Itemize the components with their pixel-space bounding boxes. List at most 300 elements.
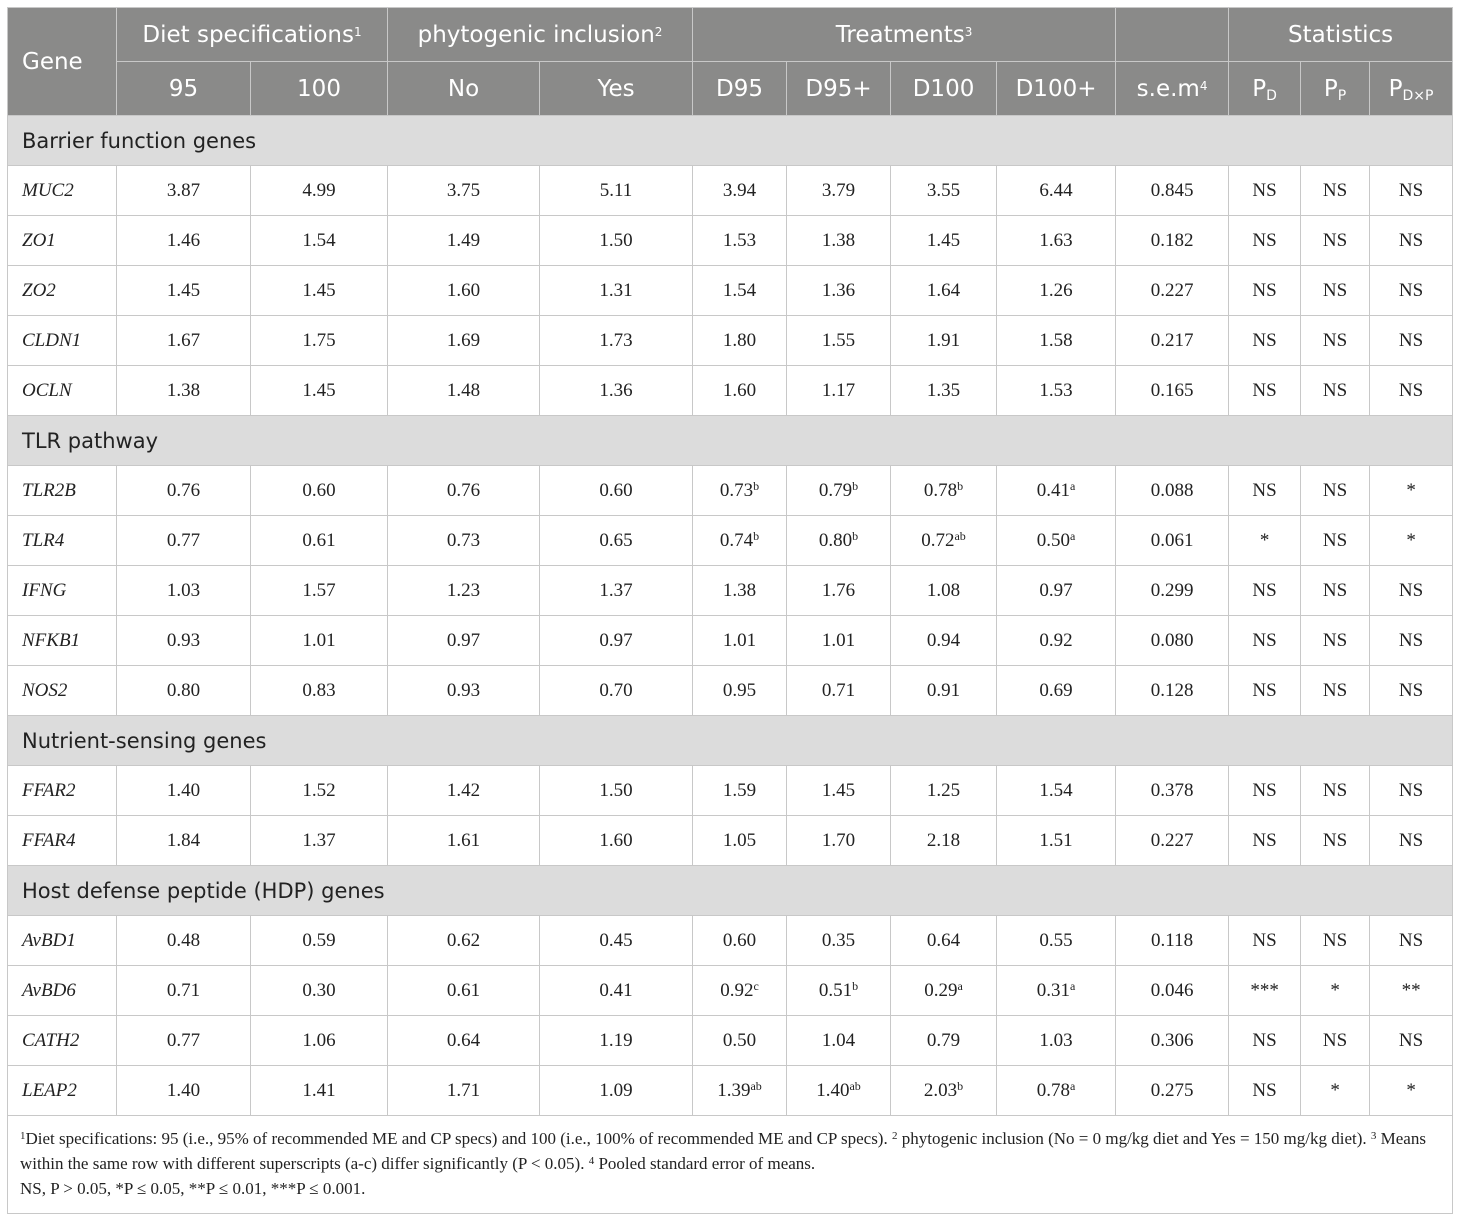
value-cell	[117, 216, 251, 266]
cell-value: 0.62	[446, 929, 481, 951]
value-cell	[1116, 616, 1229, 666]
value-cell	[117, 166, 251, 216]
value-cell	[693, 516, 787, 566]
cell-value: 1.50	[599, 779, 633, 801]
value-cell	[997, 216, 1116, 266]
section-title: Host defense peptide (HDP) genes	[8, 866, 1453, 916]
value-cell	[1229, 566, 1301, 616]
value-cell	[891, 466, 997, 516]
value-cell	[251, 816, 388, 866]
value-cell	[251, 466, 388, 516]
cell-value: NS	[1398, 329, 1424, 351]
cell-value: 0.60	[722, 929, 757, 951]
superscript-letter: a	[1070, 1078, 1076, 1093]
value-cell	[997, 616, 1116, 666]
value-cell	[787, 466, 891, 516]
cell-value: 1.38	[166, 379, 201, 401]
value-cell	[388, 1066, 540, 1116]
value-cell	[388, 766, 540, 816]
value-cell	[388, 466, 540, 516]
cell-value: NS	[1252, 1029, 1277, 1051]
cell-value: 1.37	[599, 579, 633, 601]
cell-value: 0.378	[1150, 779, 1194, 801]
cell-value: 1.06	[302, 1029, 336, 1051]
cell-value: 1.45	[926, 229, 961, 251]
cell-value: 0.45	[599, 929, 633, 951]
cell-value: NS	[1252, 379, 1277, 401]
gene-name-cell: FFAR2	[8, 766, 117, 816]
cell-value: 0.51	[818, 979, 853, 1001]
cell-value: 0.59	[302, 929, 336, 951]
footnotes-row	[8, 1116, 1453, 1214]
table-row	[8, 366, 1453, 416]
col-d100-header: D100	[891, 62, 997, 116]
value-cell	[997, 666, 1116, 716]
table-row	[8, 816, 1453, 866]
value-cell	[787, 316, 891, 366]
value-cell	[1229, 766, 1301, 816]
value-cell	[117, 616, 251, 666]
cell-value: NS	[1398, 279, 1424, 301]
cell-value: NS	[1322, 579, 1348, 601]
cell-value: 0.080	[1150, 629, 1194, 651]
cell-value: NS	[1322, 229, 1348, 251]
cell-value: 2.18	[926, 829, 961, 851]
value-cell	[1301, 816, 1370, 866]
value-cell	[540, 766, 693, 816]
value-cell	[1229, 366, 1301, 416]
value-cell	[1116, 266, 1229, 316]
value-cell	[251, 516, 388, 566]
value-cell	[891, 316, 997, 366]
value-cell	[1229, 316, 1301, 366]
value-cell	[540, 966, 693, 1016]
col-d95-header: D95	[693, 62, 787, 116]
footnote-4: Pooled standard error of means.	[598, 1154, 816, 1173]
value-cell	[1370, 466, 1453, 516]
statistics-group-header: Statistics	[1229, 8, 1453, 62]
value-cell	[388, 566, 540, 616]
table-row	[8, 566, 1453, 616]
cell-value: 1.40	[166, 1079, 201, 1101]
cell-value: 3.94	[722, 179, 757, 201]
phytogenic-group-header: phytogenic inclusion$^2$	[388, 8, 693, 62]
value-cell	[251, 566, 388, 616]
value-cell	[997, 916, 1116, 966]
cell-value: NS	[1398, 579, 1424, 601]
value-cell	[1116, 366, 1229, 416]
value-cell	[891, 816, 997, 866]
value-cell	[1229, 666, 1301, 716]
cell-value: 1.54	[302, 229, 336, 251]
cell-value: 1.03	[1039, 1029, 1073, 1051]
value-cell	[1370, 816, 1453, 866]
value-cell	[787, 166, 891, 216]
superscript-letter: b	[753, 528, 760, 543]
value-cell	[251, 966, 388, 1016]
value-cell	[1229, 166, 1301, 216]
value-cell	[1301, 1016, 1370, 1066]
value-cell	[540, 1066, 693, 1116]
superscript-letter: a	[1070, 478, 1076, 493]
superscript-letter: ab	[954, 528, 966, 543]
value-cell	[1229, 966, 1301, 1016]
cell-value: NS	[1322, 779, 1348, 801]
value-cell	[251, 1016, 388, 1066]
cell-value: 0.79	[818, 479, 853, 501]
superscript-letter: a	[1070, 978, 1076, 993]
cell-value: NS	[1252, 479, 1277, 501]
value-cell	[1370, 616, 1453, 666]
value-cell	[1370, 766, 1453, 816]
cell-value: 1.60	[446, 279, 481, 301]
section-header-row	[8, 116, 1453, 166]
value-cell	[787, 366, 891, 416]
cell-value: 1.73	[599, 329, 633, 351]
section-header-row	[8, 716, 1453, 766]
value-cell	[1116, 1016, 1229, 1066]
value-cell	[388, 166, 540, 216]
value-cell	[388, 216, 540, 266]
value-cell	[787, 816, 891, 866]
section-title: TLR pathway	[8, 416, 1453, 466]
value-cell	[997, 316, 1116, 366]
cell-value: 1.45	[821, 779, 856, 801]
value-cell	[997, 516, 1116, 566]
cell-value: 1.38	[722, 579, 757, 601]
gene-name-cell: MUC2	[8, 166, 117, 216]
value-cell	[117, 566, 251, 616]
value-cell	[997, 1066, 1116, 1116]
cell-value: 0.93	[166, 629, 201, 651]
value-cell	[251, 766, 388, 816]
cell-value: 1.84	[166, 829, 201, 851]
value-cell	[540, 566, 693, 616]
col-pd-header: $P_D$	[1229, 62, 1301, 116]
cell-value: 0.088	[1150, 479, 1194, 501]
cell-value: 1.54	[1039, 779, 1073, 801]
cell-value: NS	[1252, 1079, 1277, 1101]
cell-value: 1.31	[599, 279, 633, 301]
cell-value: 0.78	[1036, 1079, 1070, 1101]
cell-value: *	[1406, 529, 1416, 551]
col-sem-header: $s.e.m^4$	[1116, 62, 1229, 116]
value-cell	[1116, 1066, 1229, 1116]
cell-value: 1.70	[821, 829, 856, 851]
value-cell	[891, 916, 997, 966]
footnotes: $^1$Diet specifications: 95 (i.e., 95% of recommended ME and CP specs) and 100 (i.e., 100% of recommended ME and CP specs). $^2$ phytogenic inclusion (No = 0 mg/kg diet and Yes = 150 mg/kg diet). $^3$ Means within the same row with different superscripts (a-c) differ significantly (P < 0.05). $^4$ Pooled standard error of means. NS, P > 0.05, *P ≤ 0.05, **P ≤ 0.01, ***P ≤ 0.001.	[8, 1116, 1453, 1214]
cell-value: 1.36	[821, 279, 856, 301]
cell-value: 1.39	[717, 1079, 751, 1101]
cell-value: 0.845	[1150, 179, 1194, 201]
value-cell	[251, 266, 388, 316]
value-cell	[787, 566, 891, 616]
cell-value: 0.275	[1150, 1079, 1194, 1101]
section-header-row	[8, 416, 1453, 466]
section-title: Barrier function genes	[8, 116, 1453, 166]
table-row	[8, 766, 1453, 816]
cell-value: 0.64	[446, 1029, 481, 1051]
diet-spec-group-header: Diet specifications$^1$	[117, 8, 388, 62]
cell-value: NS	[1398, 929, 1424, 951]
gene-name-cell: LEAP2	[8, 1066, 117, 1116]
col-d100plus-header: D100+	[997, 62, 1116, 116]
value-cell	[251, 166, 388, 216]
gene-name-cell: FFAR4	[8, 816, 117, 866]
cell-value: NS	[1252, 579, 1277, 601]
cell-value: NS	[1398, 779, 1424, 801]
cell-value: NS	[1322, 379, 1348, 401]
value-cell	[1370, 966, 1453, 1016]
value-cell	[1301, 316, 1370, 366]
cell-value: NS	[1252, 279, 1277, 301]
cell-value: 1.40	[816, 1079, 850, 1101]
value-cell	[1301, 1066, 1370, 1116]
cell-value: 0.65	[599, 529, 633, 551]
cell-value: 2.03	[923, 1079, 958, 1101]
value-cell	[1301, 966, 1370, 1016]
superscript-letter: b	[957, 1078, 964, 1093]
value-cell	[388, 316, 540, 366]
superscript-letter: b	[852, 978, 859, 993]
cell-value: 1.25	[926, 779, 961, 801]
superscript-letter: b	[852, 528, 859, 543]
footnote-2: phytogenic inclusion (No = 0 mg/kg diet and Yes = 150 mg/kg diet).	[901, 1129, 1367, 1148]
cell-value: 0.71	[166, 979, 201, 1001]
header-row-sub	[8, 62, 1453, 116]
value-cell	[1116, 316, 1229, 366]
gene-name-cell: NOS2	[8, 666, 117, 716]
cell-value: 1.60	[722, 379, 757, 401]
cell-value: NS	[1252, 329, 1277, 351]
value-cell	[117, 366, 251, 416]
cell-value: 0.182	[1150, 229, 1194, 251]
cell-value: 0.30	[302, 979, 336, 1001]
cell-value: 1.01	[722, 629, 757, 651]
cell-value: 0.41	[1036, 479, 1070, 501]
value-cell	[1116, 966, 1229, 1016]
cell-value: 1.48	[446, 379, 481, 401]
cell-value: NS	[1398, 829, 1424, 851]
value-cell	[1370, 316, 1453, 366]
value-cell	[693, 666, 787, 716]
value-cell	[1116, 766, 1229, 816]
table-row	[8, 316, 1453, 366]
value-cell	[1116, 516, 1229, 566]
cell-value: 0.061	[1150, 529, 1194, 551]
cell-value: 1.08	[926, 579, 961, 601]
value-cell	[693, 316, 787, 366]
value-cell	[540, 466, 693, 516]
value-cell	[997, 566, 1116, 616]
cell-value: 0.41	[599, 979, 633, 1001]
blank-group-header	[1116, 8, 1229, 62]
cell-value: NS	[1322, 529, 1348, 551]
gene-name-cell: NFKB1	[8, 616, 117, 666]
value-cell	[540, 316, 693, 366]
cell-value: 0.91	[926, 679, 961, 701]
cell-value: 1.75	[302, 329, 336, 351]
value-cell	[1301, 166, 1370, 216]
table-row	[8, 666, 1453, 716]
cell-value: 1.60	[599, 829, 633, 851]
cell-value: 1.45	[302, 279, 336, 301]
gene-name-cell: AvBD6	[8, 966, 117, 1016]
cell-value: 0.306	[1150, 1029, 1194, 1051]
value-cell	[693, 216, 787, 266]
value-cell	[787, 766, 891, 816]
value-cell	[117, 266, 251, 316]
value-cell	[891, 616, 997, 666]
section-header-row	[8, 866, 1453, 916]
value-cell	[1229, 516, 1301, 566]
cell-value: 1.37	[302, 829, 336, 851]
value-cell	[117, 516, 251, 566]
value-cell	[1116, 666, 1229, 716]
value-cell	[1370, 666, 1453, 716]
value-cell	[1229, 266, 1301, 316]
cell-value: 1.45	[302, 379, 336, 401]
cell-value: 0.93	[446, 679, 481, 701]
cell-value: 0.29	[924, 979, 958, 1001]
table-row	[8, 166, 1453, 216]
value-cell	[540, 916, 693, 966]
value-cell	[693, 566, 787, 616]
cell-value: 0.94	[926, 629, 961, 651]
value-cell	[540, 266, 693, 316]
value-cell	[117, 1016, 251, 1066]
value-cell	[1301, 566, 1370, 616]
gene-name-cell: CATH2	[8, 1016, 117, 1066]
value-cell	[1116, 216, 1229, 266]
cell-value: 0.60	[599, 479, 633, 501]
cell-value: NS	[1252, 679, 1277, 701]
value-cell	[117, 916, 251, 966]
cell-value: 0.217	[1150, 329, 1194, 351]
superscript-letter: a	[1070, 528, 1076, 543]
cell-value: 0.64	[926, 929, 961, 951]
superscript-letter: b	[753, 478, 760, 493]
table-row	[8, 216, 1453, 266]
value-cell	[540, 516, 693, 566]
gene-name-cell: TLR2B	[8, 466, 117, 516]
value-cell	[540, 666, 693, 716]
value-cell	[693, 166, 787, 216]
value-cell	[891, 1066, 997, 1116]
value-cell	[891, 166, 997, 216]
value-cell	[388, 266, 540, 316]
cell-value: 1.69	[446, 329, 481, 351]
value-cell	[251, 616, 388, 666]
cell-value: 0.50	[1036, 529, 1070, 551]
value-cell	[1370, 916, 1453, 966]
cell-value: 0.165	[1150, 379, 1194, 401]
gene-column-header: Gene	[8, 8, 117, 116]
cell-value: 1.40	[166, 779, 201, 801]
superscript-letter: a	[957, 978, 963, 993]
value-cell	[1301, 216, 1370, 266]
cell-value: 1.09	[599, 1079, 633, 1101]
cell-value: *	[1259, 529, 1270, 551]
value-cell	[1301, 666, 1370, 716]
cell-value: 1.76	[821, 579, 856, 601]
table-row	[8, 266, 1453, 316]
value-cell	[117, 316, 251, 366]
cell-value: 1.04	[821, 1029, 856, 1051]
value-cell	[1116, 166, 1229, 216]
cell-value: 0.69	[1039, 679, 1073, 701]
table-row	[8, 466, 1453, 516]
cell-value: 1.01	[821, 629, 856, 651]
value-cell	[1370, 1066, 1453, 1116]
cell-value: *	[1330, 1079, 1340, 1101]
gene-name-cell: TLR4	[8, 516, 117, 566]
cell-value: NS	[1322, 679, 1348, 701]
cell-value: 0.70	[599, 679, 633, 701]
cell-value: NS	[1322, 179, 1348, 201]
value-cell	[997, 466, 1116, 516]
cell-value: 0.76	[166, 479, 201, 501]
cell-value: NS	[1322, 329, 1348, 351]
cell-value: 0.97	[599, 629, 633, 651]
value-cell	[787, 516, 891, 566]
cell-value: NS	[1398, 379, 1424, 401]
cell-value: 0.74	[719, 529, 754, 551]
value-cell	[693, 616, 787, 666]
value-cell	[997, 366, 1116, 416]
cell-value: 1.53	[722, 229, 757, 251]
table-row	[8, 516, 1453, 566]
value-cell	[117, 666, 251, 716]
value-cell	[117, 466, 251, 516]
cell-value: *	[1406, 479, 1416, 501]
cell-value: 0.299	[1150, 579, 1194, 601]
value-cell	[251, 316, 388, 366]
value-cell	[787, 966, 891, 1016]
cell-value: NS	[1398, 1029, 1424, 1051]
value-cell	[117, 816, 251, 866]
value-cell	[1370, 216, 1453, 266]
cell-value: 1.58	[1039, 329, 1073, 351]
cell-value: NS	[1322, 1029, 1348, 1051]
superscript-letter: c	[753, 978, 759, 993]
cell-value: 3.55	[926, 179, 961, 201]
cell-value: 1.49	[446, 229, 481, 251]
value-cell	[1301, 766, 1370, 816]
table-row	[8, 916, 1453, 966]
cell-value: 0.95	[722, 679, 757, 701]
cell-value: 0.92	[1039, 629, 1073, 651]
value-cell	[997, 166, 1116, 216]
cell-value: 1.23	[446, 579, 481, 601]
cell-value: 0.97	[446, 629, 481, 651]
cell-value: NS	[1252, 229, 1277, 251]
cell-value: 1.67	[166, 329, 201, 351]
cell-value: 1.59	[722, 779, 757, 801]
value-cell	[997, 266, 1116, 316]
value-cell	[891, 216, 997, 266]
value-cell	[388, 666, 540, 716]
cell-value: NS	[1252, 629, 1277, 651]
gene-name-cell: ZO1	[8, 216, 117, 266]
cell-value: 0.72	[921, 529, 955, 551]
value-cell	[1116, 916, 1229, 966]
value-cell	[388, 1016, 540, 1066]
value-cell	[1370, 266, 1453, 316]
cell-value: 4.99	[302, 179, 336, 201]
value-cell	[891, 766, 997, 816]
cell-value: 1.91	[926, 329, 961, 351]
